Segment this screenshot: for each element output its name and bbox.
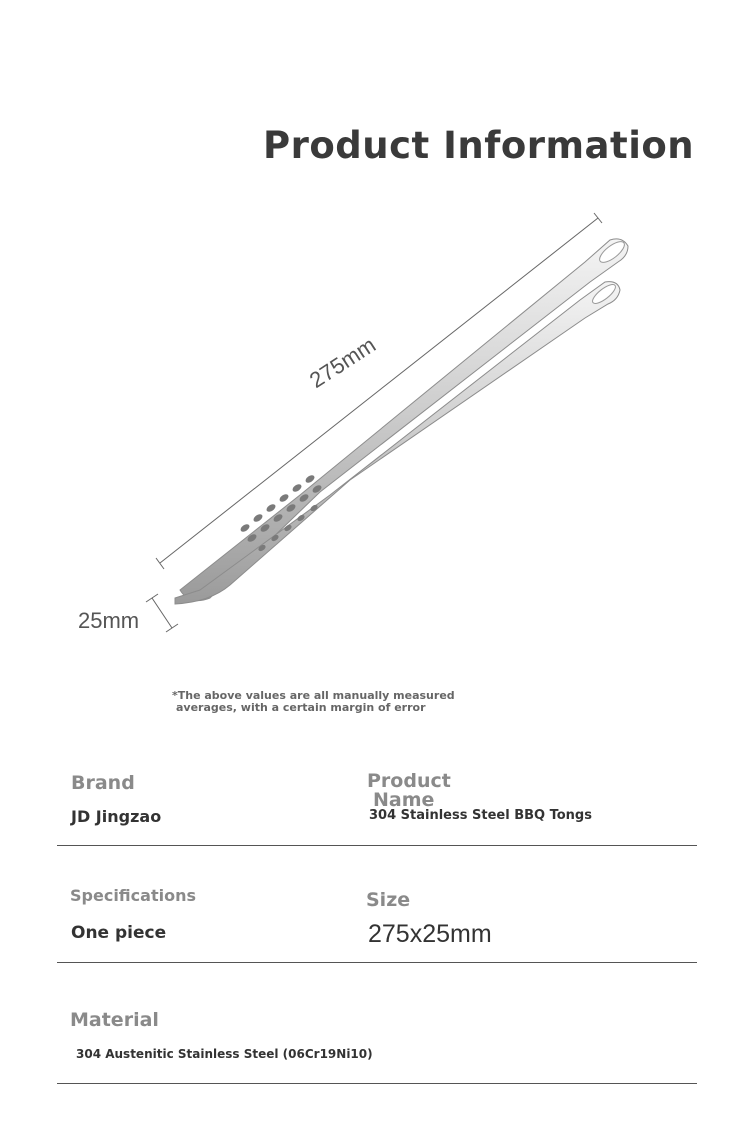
size-value: 275x25mm bbox=[368, 920, 492, 948]
specifications-value: One piece bbox=[71, 923, 167, 943]
measurement-note bbox=[172, 690, 492, 714]
material-value: 304 Austenitic Stainless Steel (06Cr19Ni10) bbox=[76, 1047, 373, 1061]
divider bbox=[57, 845, 697, 846]
material-label: Material bbox=[70, 1009, 159, 1031]
length-dimension-line bbox=[156, 213, 602, 569]
brand-value: JD Jingzao bbox=[71, 807, 162, 826]
product-name-label-line-1: Product bbox=[367, 770, 451, 792]
divider bbox=[57, 1083, 697, 1084]
page-title: Product Information bbox=[263, 124, 695, 167]
width-dimension-line bbox=[146, 594, 178, 632]
tongs-upper-arm bbox=[180, 238, 628, 601]
size-label: Size bbox=[366, 889, 411, 911]
tongs-illustration bbox=[0, 190, 750, 650]
width-dimension-label: 25mm bbox=[78, 608, 140, 633]
measurement-note-line-2: averages, with a certain margin of error bbox=[176, 701, 426, 714]
product-name-label-line-2: Name bbox=[373, 789, 435, 811]
divider bbox=[57, 962, 697, 963]
brand-label: Brand bbox=[71, 772, 135, 794]
length-dimension-label: 275mm bbox=[305, 332, 381, 393]
specifications-label: Specifications bbox=[70, 886, 196, 905]
measurement-note-line-1: *The above values are all manually measured bbox=[172, 689, 455, 702]
product-name-value: 304 Stainless Steel BBQ Tongs bbox=[369, 808, 592, 823]
product-name-label bbox=[367, 772, 451, 810]
